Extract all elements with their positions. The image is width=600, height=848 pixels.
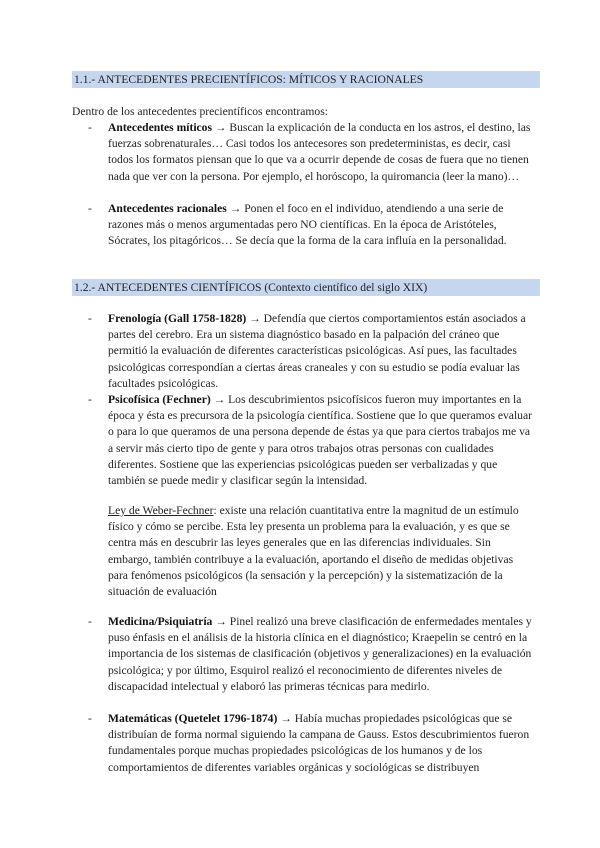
item-text: Ponen el foco en el individuo, atendiendo a una serie de razones más o menos argumentadas pero NO científicas. En la época de Aristóteles, Sócrates, los pitagóricos… Se decía que la forma de la cara influía en la personalidad. [108,202,507,248]
item-term: Matemáticas (Quetelet 1796-1874) → [108,712,292,725]
list-bullet: - [88,121,92,134]
item-text: Defendía que ciertos comportamientos están asociados a partes del cerebro. Era un sistema diagnóstico basado en la palpación del cráneo que permitió la evaluación de diferentes características psicológicas. Así pues, las facultades psicológicas correspondían a ciertas áreas craneales y con su estudio se podía evaluar las facultades psicológicas. [108,312,526,390]
note-text: : existe una relación cuantitativa entre la magnitud de un estímulo físico y cómo se percibe. Esta ley presenta un problema para la evaluación, y es que se centra más en descubrir las leyes generales que en las diferencias individuales. Sin embargo, también contribuye a la evaluación, aportando el diseño de medidas objetivas para fenómenos psicológicos (la sensación y la percepción) y la sistematización de la situación de evaluación [108,504,519,599]
item-term: Antecedentes míticos → [108,121,227,134]
list-bullet: - [88,615,92,628]
note-title: Ley de Weber-Fechner [108,504,214,517]
item-text: Los descubrimientos psicofísicos fueron muy importantes en la época y ésta es precursora de la psicología científica. Sostiene que lo que queramos evaluar o para lo que queramos de una persona depende de éstas ya que para ciertos trabajos me va a servir más cierto tipo de gente y para otros trabajos otras personas con cualidades diferentes. Sostiene que las experiencias psicológicas pueden ser verbalizadas y que también se puede medir y clasificar según la intensidad. [108,393,532,488]
list-item-miticos [88,120,532,185]
list-item-racionales [88,201,532,250]
item-term: Antecedentes racionales → [108,202,242,215]
item-text: Había muchas propiedades psicológicas que se distribuían de forma normal siguiendo la campana de Gauss. Estos descubrimientos fueron fundamentales porque muchas propiedades psicológicas de los humanos y de los comportamientos de diferentes variables orgánicas y sociológicas se distribuyen [108,712,530,774]
list-item-matematicas [88,711,532,776]
item-term: Medicina/Psiquiatría → [108,615,227,628]
section-heading-cientificos [72,279,540,296]
item-term: Psicofísica (Fechner) → [108,393,226,406]
section-heading-text: 1.2.- ANTECEDENTES CIENTÍFICOS (Contexto científico del siglo XIX) [74,281,428,294]
list-item-psicofisica [88,392,532,489]
list-item-medicina [88,614,532,695]
list-bullet: - [88,312,92,325]
section-heading-text: 1.1.- ANTECEDENTES PRECIENTÍFICOS: MÍTICOS Y RACIONALES [74,73,424,86]
list-item-frenologia [88,311,532,392]
section-heading-precientificos [72,71,540,88]
list-bullet: - [88,393,92,406]
intro-paragraph: Dentro de los antecedentes precientíficos encontramos: [72,105,328,118]
list-bullet: - [88,202,92,215]
note-weber-fechner [108,503,532,600]
list-bullet: - [88,712,92,725]
item-text: Pinel realizó una breve clasificación de enfermedades mentales y puso énfasis en el análisis de la historia clínica en el diagnóstico; Kraepelin se centró en la importancia de los sistemas de clasificación (objetivos y generalizaciones) en la evaluación psicológica; y por último, Esquirol realizó el reconocimiento de diferentes niveles de discapacidad intelectual y elaboró las primeras técnicas para medirlo. [108,615,532,693]
item-text: Buscan la explicación de la conducta en los astros, el destino, las fuerzas sobrenaturales… Casi todos los antecesores son predeterministas, es decir, casi todos los formatos piensan que lo que va a ocurrir depende de cosas de fuera que no tienen nada que ver con la persona. Por ejemplo, el horóscopo, la quiromancia (leer la mano)… [108,121,531,183]
item-term: Frenología (Gall 1758-1828) → [108,312,261,325]
